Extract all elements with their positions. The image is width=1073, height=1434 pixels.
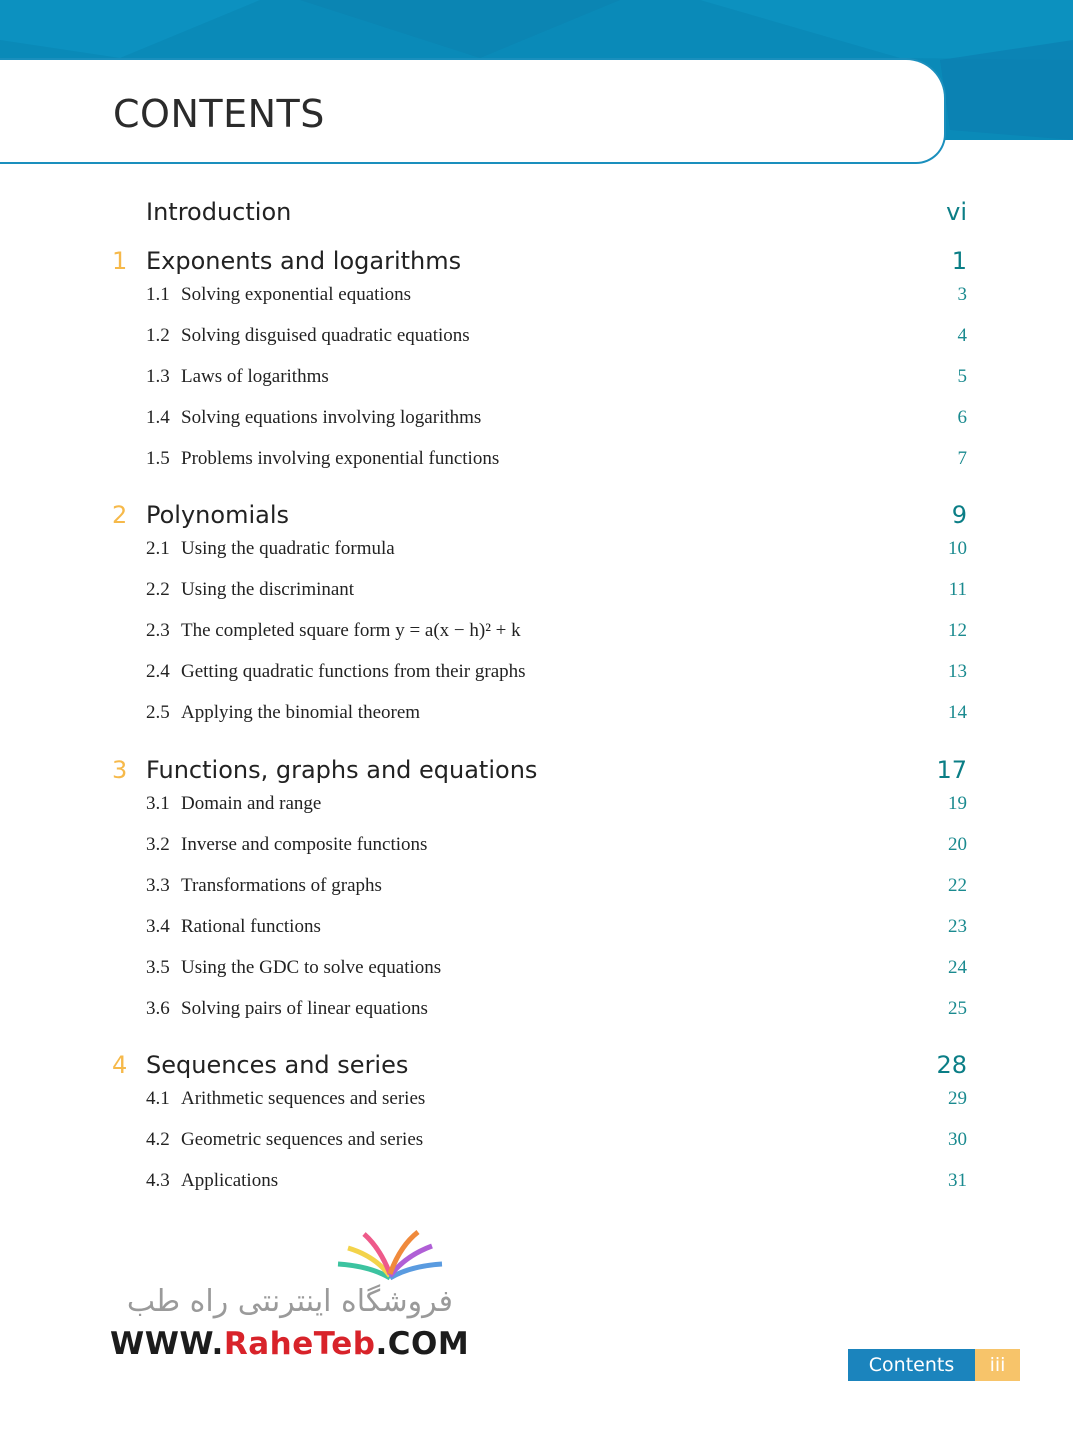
entry-number: 2.2: [146, 579, 170, 600]
url-brand: RaheTeb: [223, 1326, 376, 1362]
entry-number: 4.3: [146, 1170, 170, 1191]
entry-title: Problems involving exponential functions: [181, 448, 500, 469]
entry-page: 22: [948, 875, 967, 896]
entry-number: 1.1: [146, 284, 170, 305]
url-prefix: WWW.: [110, 1326, 224, 1362]
entry-page: 13: [948, 661, 967, 682]
entry-title: Geometric sequences and series: [181, 1129, 424, 1150]
book-logo-icon: [330, 1226, 450, 1286]
entry-title: Solving equations involving logarithms: [181, 407, 482, 428]
entry-title: Rational functions: [181, 916, 321, 937]
entry-number: 1.2: [146, 325, 170, 346]
entry-page: 19: [948, 793, 967, 814]
entry-number: 3.1: [146, 793, 170, 814]
chapter-page: 9: [951, 501, 967, 529]
entry-number: 3.4: [146, 916, 170, 937]
entry-number: 2.1: [146, 538, 170, 559]
entry-number: 3.2: [146, 834, 170, 855]
entry-title: Laws of logarithms: [181, 366, 329, 387]
chapter-title: Sequences and series: [146, 1051, 409, 1079]
chapter-page: 1: [951, 247, 967, 275]
entry-title: Applications: [181, 1170, 279, 1191]
entry-page: 23: [948, 916, 967, 937]
entry-page: 3: [957, 284, 967, 305]
chapter-page: 28: [936, 1051, 967, 1079]
entry-number: 2.5: [146, 702, 170, 723]
chapter-number: 4: [112, 1051, 128, 1079]
introduction-title: Introduction: [146, 198, 292, 226]
chapter-number: 2: [112, 501, 128, 529]
entry-page: 31: [948, 1170, 967, 1191]
entry-page: 24: [948, 957, 967, 978]
entry-title: Domain and range: [181, 793, 322, 814]
entry-number: 1.4: [146, 407, 170, 428]
entry-number: 2.3: [146, 620, 170, 641]
entry-number: 1.5: [146, 448, 170, 469]
chapter-number: 3: [112, 756, 128, 784]
entry-title: Inverse and composite functions: [181, 834, 428, 855]
entry-title: The completed square form y = a(x − h)² + k: [181, 620, 521, 641]
entry-title: Getting quadratic functions from their graphs: [181, 661, 526, 682]
entry-number: 3.5: [146, 957, 170, 978]
entry-number: 1.3: [146, 366, 170, 387]
entry-title: Using the quadratic formula: [181, 538, 395, 559]
entry-page: 11: [948, 579, 967, 600]
entry-page: 7: [957, 448, 967, 469]
watermark-url[interactable]: [110, 1326, 469, 1362]
entry-title: Using the discriminant: [181, 579, 355, 600]
entry-title: Using the GDC to solve equations: [181, 957, 442, 978]
entry-title: Solving disguised quadratic equations: [181, 325, 470, 346]
entry-number: 4.2: [146, 1129, 170, 1150]
entry-page: 12: [948, 620, 967, 641]
entry-title: Applying the binomial theorem: [181, 702, 421, 723]
entry-page: 30: [948, 1129, 967, 1150]
entry-number: 4.1: [146, 1088, 170, 1109]
footer-section-label: Contents: [848, 1349, 975, 1381]
entry-page: 29: [948, 1088, 967, 1109]
url-suffix: .COM: [375, 1326, 470, 1362]
entry-number: 3.3: [146, 875, 170, 896]
chapter-number: 1: [112, 247, 128, 275]
chapter-title: Functions, graphs and equations: [146, 756, 538, 784]
chapter-title: Polynomials: [146, 501, 289, 529]
entry-number: 3.6: [146, 998, 170, 1019]
watermark-persian-text: فروشگاه اینترنتی راه طب: [126, 1284, 453, 1319]
entry-page: 5: [957, 366, 967, 387]
entry-title: Solving exponential equations: [181, 284, 412, 305]
entry-title: Transformations of graphs: [181, 875, 382, 896]
entry-page: 20: [948, 834, 967, 855]
introduction-page: vi: [946, 198, 967, 226]
entry-page: 4: [957, 325, 967, 346]
entry-title: Solving pairs of linear equations: [181, 998, 428, 1019]
entry-number: 2.4: [146, 661, 170, 682]
chapter-page: 17: [936, 756, 967, 784]
entry-page: 10: [948, 538, 967, 559]
chapter-title: Exponents and logarithms: [146, 247, 462, 275]
footer-page-number: iii: [975, 1349, 1020, 1381]
entry-page: 25: [948, 998, 967, 1019]
entry-page: 14: [948, 702, 967, 723]
page-title: CONTENTS: [113, 92, 325, 136]
entry-title: Arithmetic sequences and series: [181, 1088, 426, 1109]
entry-page: 6: [957, 407, 967, 428]
